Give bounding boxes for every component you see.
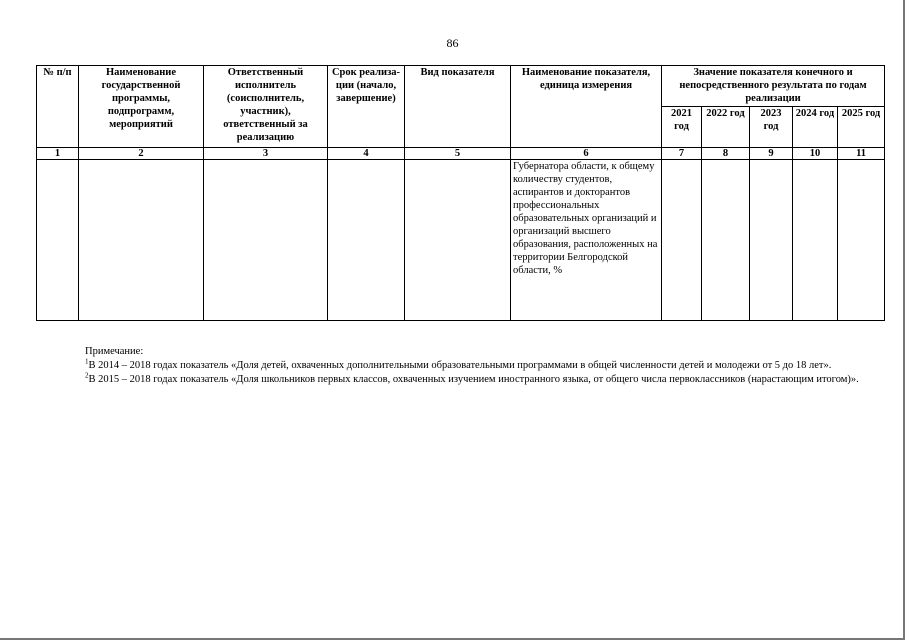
note-2 [36,373,884,387]
column-number: 4 [328,148,405,160]
column-number: 5 [405,148,511,160]
header-year-2024: 2024 год [793,107,838,148]
header-year-2023: 2023 год [750,107,793,148]
cell-value-2025 [838,160,885,321]
column-number: 11 [838,148,885,160]
cell-term [328,160,405,321]
notes-section [36,345,884,387]
column-number: 7 [662,148,702,160]
header-year-2021: 2021 год [662,107,702,148]
column-number: 9 [750,148,793,160]
cell-value-2023 [750,160,793,321]
cell-indicator-name: Губернатора области, к общему количеству студентов, аспирантов и докторантов профессиональных образовательных организаций и организаций высшего образования, расположенных на территории Белгородской области, % [511,160,662,321]
cell-indicator-type [405,160,511,321]
column-numbers-row [37,148,885,160]
note-2-marker: 2 [85,371,89,380]
column-number: 1 [37,148,79,160]
column-number: 6 [511,148,662,160]
header-values-group: Значение показателя конечного и непосредственного результата по годам реализации [662,66,885,107]
note-1-marker: 1 [85,357,89,366]
header-year-2022: 2022 год [702,107,750,148]
cell-value-2021 [662,160,702,321]
header-responsible: Ответственный исполнитель (соисполнитель, участник), ответственный за реализацию [204,66,328,148]
column-number: 10 [793,148,838,160]
header-year-2025: 2025 год [838,107,885,148]
cell-value-2022 [702,160,750,321]
column-number: 8 [702,148,750,160]
header-number: № п/п [37,66,79,148]
page-number: 86 [446,36,459,50]
cell-number [37,160,79,321]
notes-title: Примечание: [85,346,144,357]
header-indicator-type: Вид показателя [405,66,511,148]
cell-responsible [204,160,328,321]
note-1-text: В 2014 – 2018 годах показатель «Доля детей, охваченных дополнительными образовательными программами в общей численности детей и молодежи от 5 до 18 лет». [88,360,832,371]
column-number: 2 [79,148,204,160]
header-term: Срок реализа- ции (начало, завершение) [328,66,405,148]
note-1 [36,359,884,373]
column-number: 3 [204,148,328,160]
header-indicator-name: Наименование показателя, единица измерения [511,66,662,148]
cell-value-2024 [793,160,838,321]
table-row [37,160,885,321]
header-program-name: Наименование государственной программы, подпрограмм, мероприятий [79,66,204,148]
note-2-text: В 2015 – 2018 годах показатель «Доля школьников первых классов, охваченных изучением иностранного языка, от общего числа первоклассников (нарастающим итогом)». [88,374,859,385]
indicators-table [36,65,885,321]
cell-program-name [79,160,204,321]
